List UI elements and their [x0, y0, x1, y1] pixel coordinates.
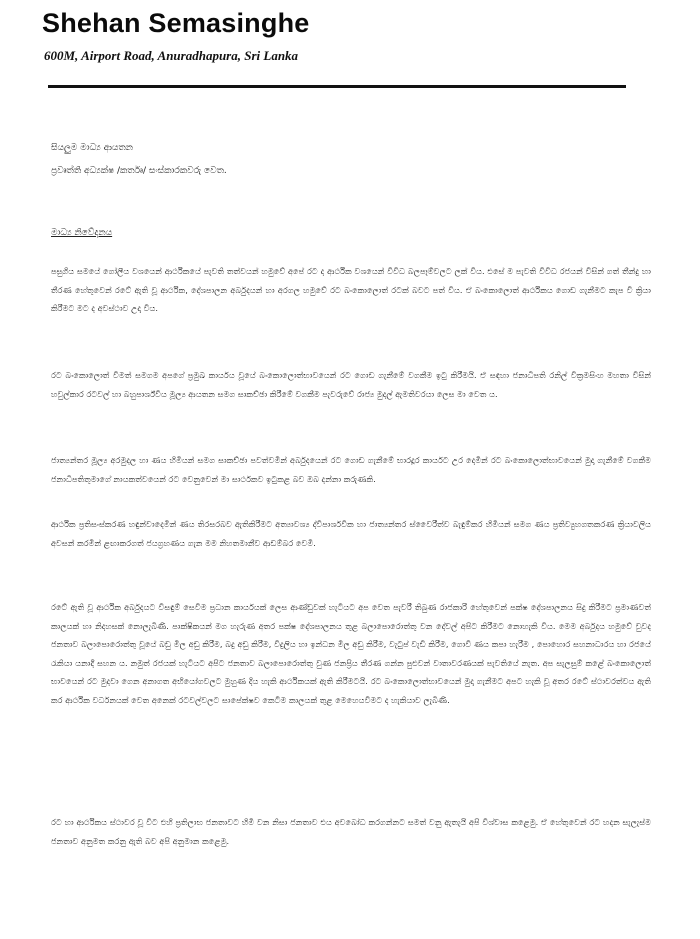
- document-heading: මාධ්‍ය නිවේදනය: [51, 228, 113, 238]
- header-divider: [48, 85, 626, 88]
- paragraph-4: ආර්ථික ප්‍රතිසංස්කරණ හඳුන්වාදෙමින් ණය තිරසරබව ඇතිකිරීමට අත්‍යාවශ්‍ය ද්විපාර්ශවික හා ජාත්‍යන්තර ස්වෛරීත්ව බැඳුම්කර හිමියන් සමග ණය ප්‍රතිව්‍යුහගතකරණ ක්‍රියාවලිය අවසන් කරමින් ළඟාකරගත් ජයග්‍රහණය ගැන මම නිහතමානීව ආඩම්බර වෙමි.: [51, 519, 651, 548]
- paragraph-2: රට බංකොලොත් වීමත් සමගම අපගේ ප්‍රමුඛ කාර්යය වූයේ බංකොලොත්භාවයෙන් රට ගොඩ ගැනීමේ වගකීම ඉටු කිරීමයි. ඒ සඳහා ජනාධිපති රනිල් වික්‍රමසිංහ මහතා විසින් හවුල්කාර රටවල් හා බහුපාර්ශ්වීය මූල්‍ය ආයතන සමග සාකච්ඡා කිරීමේ වගකීම පැවරුවේ රාජ්‍ය මුදල් ඇමතිවරයා ලෙස මා වෙත ය.: [51, 370, 651, 399]
- paragraph-3: ජාත්‍යන්තර මූල්‍ය අරමුදල හා ණය හිමියන් සමග සාකච්ඡා පවත්වමින් අර්බුදයෙන් රට ගොඩ ගැනීමේ භාරදූර කාර්යට උර දෙමින් රට බංකොලොත්භාවයෙන් මුදා ගැනීමේ වගකීම ජනාධිපතිතුමාගේ නායකත්වයෙන් රට වෙනුවෙන් මා සාර්ථකව ඉටුකළ බව ඔබ දන්නා කරුණකි.: [51, 455, 651, 484]
- recipient-line-1: සියලුම මාධ්‍ය ආයතන: [51, 143, 133, 153]
- letterhead-address: 600M, Airport Road, Anuradhapura, Sri Lanka: [44, 48, 299, 63]
- recipient-line-2: ප්‍රවෘත්ති අධ්‍යක්ෂ /කර්තෘ/ සංස්කාරකවරු වෙත.: [51, 166, 227, 176]
- paragraph-5: රටේ ඇති වූ ආර්ථික අර්බුදයට විසඳුම් සෙවීම ප්‍රධාන කාර්යයක් ලෙස ආණ්ඩුවක් හැටියට අප වෙත පැවරී තිබුණ රාජකාරි හේතුවෙන් පක්ෂ දේශපාලනය සිදු කිරීමට ප්‍රමාණවත් කාලයක් හා නිදහසක් නොලැබිණි. පාක්ෂිකයන් මග හැරුණ අතර පක්ෂ දේශපාලනය තුළ බලාපොරොත්තු වන දේවල් අපිට කිරීමට නොහැකි විය. මෙම අර්බුදය හමුවේ වුවද ජනතාව බලාපොරොත්තු වූයේ බඩු මිල අඩු කිරීම, බදු අඩු කිරීම, විදුලිය හා ඉන්ධන මිල අඩු කිරීම, වැටුප් වැඩි කිරීම, ගොවි ණය කපා හැරීම , පොහොර සහනාධාරය හා රජයේ රැකියා යනාදී සහන ය. නමුත් රජයක් හැටියට අපිට ජනතාව බලාපොරොත්තු වුණ ජනප්‍රිය තීරණ ගන්න පුළුවන් වාතාවරණයක් පැවතියේ නැත. අප සැලසුම් කළේ බංකොලොත් භාවයෙන් රට මුදවා ගෙන අනාගත අභියෝගවලට මුහුණ දිය හැකි ආර්ථිකයක් ඇති කිරීමටයි. රට බංකොලොත්භාවයෙන් මුදා ගැනීමට අපට හැකි වූ අතර රටේ ස්ථාවරත්වය ඇති කර ආර්ථික වර්ධනයක් වෙත අනෙක් රටවල්වලට සාපේක්ෂව කෙටිම කාලයක් තුළ මෙහෙයවීමට ද හැකියාව ලැබිණි.: [51, 602, 651, 705]
- paragraph-1: පසුගිය සමයේ ගෝලීය වශයෙන් ආර්ථිකයේ පැවති තත්වයන් හමුවේ අපේ රට ද ආර්ථික වශයෙන් විවිධ බලපෑම්වලට ලක් විය. එසේ ම පැවති විවිධ රජයන් විසින් ගත් තීන්දු හා තීරණ හේතුවෙන් රටේ ඇති වූ ආර්ථික, දේශපාලන අර්බුදයන් හා අරගල හමුවේ රට බංකොලොත් රටක් බවට පත් විය. ඒ බංකොලොත් ආර්ථිකය ගොඩ ගැනීමට කැප වී ක්‍රියා කිරීමට මට ද අවස්ථාව උදා විය.: [51, 266, 651, 314]
- letterhead-name: Shehan Semasinghe: [42, 8, 310, 38]
- paragraph-6: රට හා ආර්ථිකය ස්ථාවර වූ විට එහි ප්‍රතිලාභ ජනතාවට හිමි වන නිසා ජනතාව එය අවබෝධ කරගන්නට සමත් වනු ඇතැයි අපි විශ්වාස කළෙමු. ඒ හේතුවෙන් රට හදන සැලැස්ම ජනතාව අනුමත කරනු ඇති බව අපි අනුමාන කළෙමු.: [51, 817, 651, 846]
